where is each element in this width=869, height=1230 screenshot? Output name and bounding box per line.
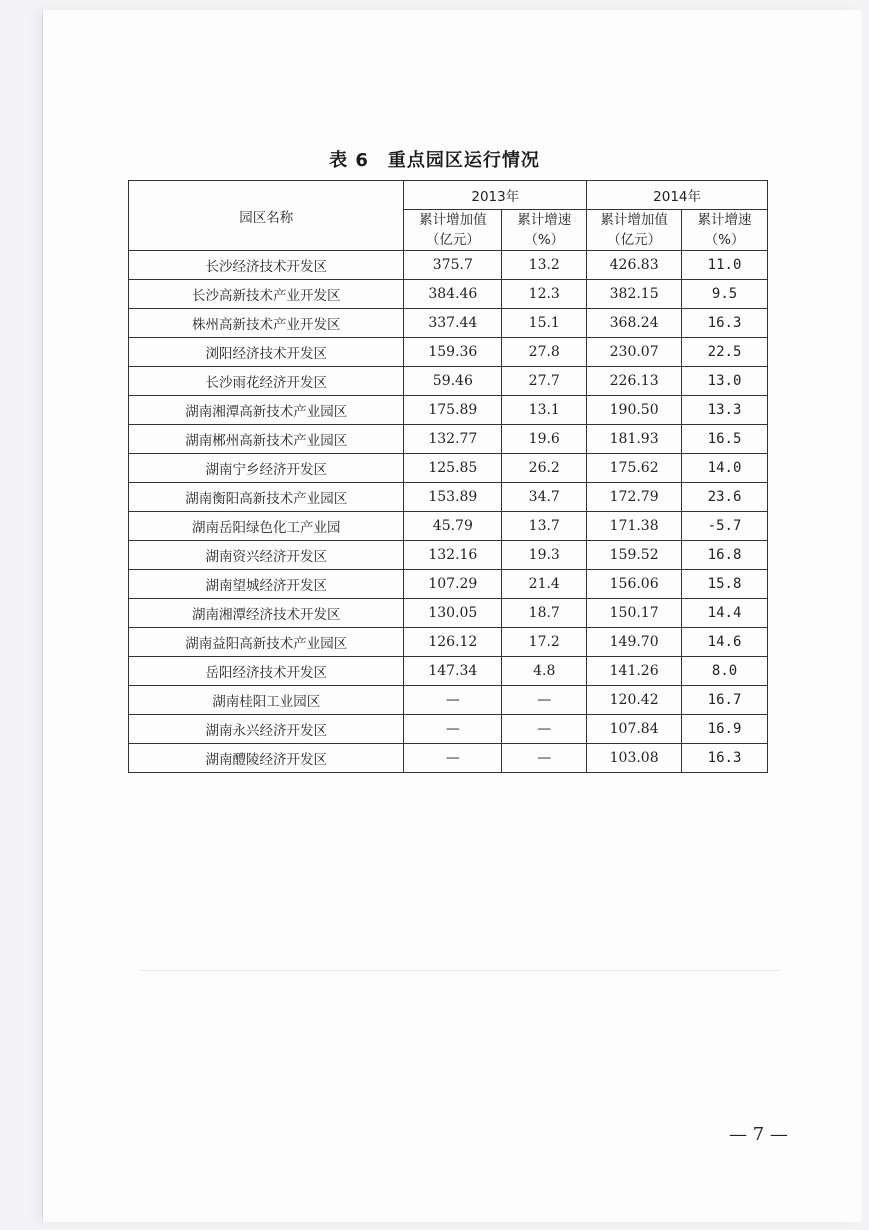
table-row xyxy=(129,512,768,541)
growth-label-line1: 累计增速 xyxy=(517,212,572,228)
park-name: 湖南益阳高新技术产业园区 xyxy=(129,628,404,657)
growth-2014: 23.6 xyxy=(682,483,768,512)
value-2013: 153.89 xyxy=(404,483,502,512)
value-2013: 175.89 xyxy=(404,396,502,425)
growth-2014: 15.8 xyxy=(682,570,768,599)
growth-2014: 14.4 xyxy=(682,599,768,628)
value-2013: 45.79 xyxy=(404,512,502,541)
value-2013: 132.16 xyxy=(404,541,502,570)
table-row xyxy=(129,309,768,338)
growth-2013: 34.7 xyxy=(502,483,587,512)
value-2014: 175.62 xyxy=(587,454,682,483)
value-2014: 382.15 xyxy=(587,280,682,309)
table-row xyxy=(129,599,768,628)
growth-2014: 13.0 xyxy=(682,367,768,396)
value-2013: 147.34 xyxy=(404,657,502,686)
growth-2014: 14.0 xyxy=(682,454,768,483)
parks-table xyxy=(128,180,768,773)
park-name: 湖南资兴经济开发区 xyxy=(129,541,404,570)
value-2014: 107.84 xyxy=(587,715,682,744)
value-2013: 384.46 xyxy=(404,280,502,309)
growth-2013: 18.7 xyxy=(502,599,587,628)
value-2013: — xyxy=(404,686,502,715)
growth-2013: 15.1 xyxy=(502,309,587,338)
growth-2014: 9.5 xyxy=(682,280,768,309)
value-label-line1: 累计增加值 xyxy=(419,212,487,228)
column-header-growth-2014 xyxy=(682,210,768,251)
growth-label-line1: 累计增速 xyxy=(697,212,752,228)
value-2013: 375.7 xyxy=(404,251,502,280)
value-2013: — xyxy=(404,744,502,773)
value-2014: 149.70 xyxy=(587,628,682,657)
growth-2013: 13.2 xyxy=(502,251,587,280)
column-header-2014: 2014年 xyxy=(587,181,768,210)
growth-2013: 12.3 xyxy=(502,280,587,309)
table-row xyxy=(129,686,768,715)
table-row xyxy=(129,628,768,657)
value-label-line1: 累计增加值 xyxy=(600,212,668,228)
value-2013: 126.12 xyxy=(404,628,502,657)
growth-2013: 13.1 xyxy=(502,396,587,425)
value-2014: 226.13 xyxy=(587,367,682,396)
growth-2013: — xyxy=(502,715,587,744)
growth-2013: — xyxy=(502,744,587,773)
value-2014: 172.79 xyxy=(587,483,682,512)
table-row xyxy=(129,454,768,483)
value-2013: 132.77 xyxy=(404,425,502,454)
table-row xyxy=(129,483,768,512)
park-name: 长沙经济技术开发区 xyxy=(129,251,404,280)
growth-2014: 8.0 xyxy=(682,657,768,686)
park-name: 湖南醴陵经济开发区 xyxy=(129,744,404,773)
value-2014: 171.38 xyxy=(587,512,682,541)
value-2014: 103.08 xyxy=(587,744,682,773)
column-header-growth-2013 xyxy=(502,210,587,251)
value-2014: 150.17 xyxy=(587,599,682,628)
park-name: 株州高新技术产业开发区 xyxy=(129,309,404,338)
value-2014: 230.07 xyxy=(587,338,682,367)
growth-2013: 27.7 xyxy=(502,367,587,396)
growth-2013: 13.7 xyxy=(502,512,587,541)
park-name: 湖南湘潭高新技术产业园区 xyxy=(129,396,404,425)
growth-label-line2: （%） xyxy=(704,232,745,248)
park-name: 湖南宁乡经济开发区 xyxy=(129,454,404,483)
growth-2014: 22.5 xyxy=(682,338,768,367)
value-2013: — xyxy=(404,715,502,744)
page-number: — 7 — xyxy=(729,1124,788,1145)
growth-2014: 16.8 xyxy=(682,541,768,570)
table-row xyxy=(129,396,768,425)
value-2014: 141.26 xyxy=(587,657,682,686)
park-name: 湖南衡阳高新技术产业园区 xyxy=(129,483,404,512)
value-2013: 59.46 xyxy=(404,367,502,396)
column-header-value-2013 xyxy=(404,210,502,251)
table-row xyxy=(129,367,768,396)
table-row xyxy=(129,744,768,773)
table-row xyxy=(129,425,768,454)
growth-2013: 26.2 xyxy=(502,454,587,483)
value-2014: 426.83 xyxy=(587,251,682,280)
value-2013: 125.85 xyxy=(404,454,502,483)
park-name: 湖南永兴经济开发区 xyxy=(129,715,404,744)
table-row xyxy=(129,541,768,570)
growth-2014: 16.7 xyxy=(682,686,768,715)
value-2014: 181.93 xyxy=(587,425,682,454)
growth-2014: -5.7 xyxy=(682,512,768,541)
park-name: 长沙雨花经济开发区 xyxy=(129,367,404,396)
park-name: 岳阳经济技术开发区 xyxy=(129,657,404,686)
growth-2013: 19.6 xyxy=(502,425,587,454)
growth-2013: 4.8 xyxy=(502,657,587,686)
growth-2014: 13.3 xyxy=(682,396,768,425)
header-row-years xyxy=(129,181,768,210)
growth-2013: 17.2 xyxy=(502,628,587,657)
table-row xyxy=(129,570,768,599)
growth-2014: 16.9 xyxy=(682,715,768,744)
value-label-line2: （亿元） xyxy=(607,232,662,248)
table-row xyxy=(129,657,768,686)
growth-2014: 14.6 xyxy=(682,628,768,657)
value-2013: 159.36 xyxy=(404,338,502,367)
table-row xyxy=(129,251,768,280)
value-2014: 120.42 xyxy=(587,686,682,715)
growth-2013: 21.4 xyxy=(502,570,587,599)
park-name: 湖南望城经济开发区 xyxy=(129,570,404,599)
column-header-value-2014 xyxy=(587,210,682,251)
value-2014: 368.24 xyxy=(587,309,682,338)
value-2013: 130.05 xyxy=(404,599,502,628)
growth-2014: 16.3 xyxy=(682,309,768,338)
value-2014: 156.06 xyxy=(587,570,682,599)
faint-divider xyxy=(140,970,780,971)
park-name: 长沙高新技术产业开发区 xyxy=(129,280,404,309)
bleed-through-text xyxy=(140,790,780,1080)
table-row xyxy=(129,715,768,744)
park-name: 湖南桂阳工业园区 xyxy=(129,686,404,715)
growth-2013: — xyxy=(502,686,587,715)
column-header-2013: 2013年 xyxy=(404,181,587,210)
park-name: 浏阳经济技术开发区 xyxy=(129,338,404,367)
value-2013: 337.44 xyxy=(404,309,502,338)
column-header-park-name: 园区名称 xyxy=(129,181,404,251)
growth-2014: 16.3 xyxy=(682,744,768,773)
growth-label-line2: （%） xyxy=(524,232,565,248)
value-2013: 107.29 xyxy=(404,570,502,599)
growth-2013: 27.8 xyxy=(502,338,587,367)
table-row xyxy=(129,338,768,367)
table-row xyxy=(129,280,768,309)
table-title: 表 6 重点园区运行情况 xyxy=(329,150,540,171)
growth-2013: 19.3 xyxy=(502,541,587,570)
growth-2014: 11.0 xyxy=(682,251,768,280)
value-2014: 159.52 xyxy=(587,541,682,570)
value-2014: 190.50 xyxy=(587,396,682,425)
park-name: 湖南岳阳绿色化工产业园 xyxy=(129,512,404,541)
park-name: 湖南湘潭经济技术开发区 xyxy=(129,599,404,628)
growth-2014: 16.5 xyxy=(682,425,768,454)
value-label-line2: （亿元） xyxy=(425,232,480,248)
park-name: 湖南郴州高新技术产业园区 xyxy=(129,425,404,454)
